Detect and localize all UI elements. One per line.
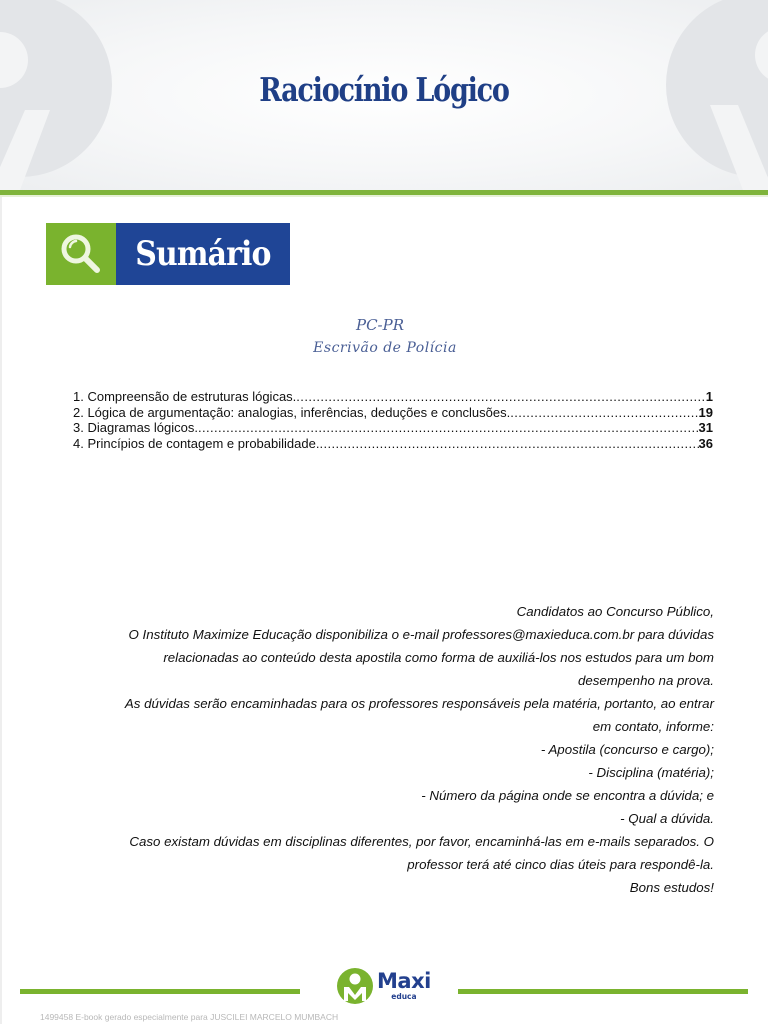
notice-line: - Qual a dúvida.	[620, 811, 714, 826]
sumario-icon-box	[46, 223, 116, 285]
logo-wordmark	[377, 971, 431, 1001]
notice-line: - Disciplina (matéria);	[588, 765, 714, 780]
notice-line: O Instituto Maximize Educação disponibiliza o e-mail professores@maxieduca.com.br para dúvidas	[128, 627, 714, 642]
toc-entry[interactable]	[73, 420, 713, 436]
toc-entry[interactable]	[73, 389, 713, 405]
logo-educa-text: educa	[391, 992, 417, 1002]
toc-entry-page: 31	[698, 420, 713, 435]
sumario-label-box	[116, 223, 290, 285]
notice-line: desempenho na prova.	[577, 673, 714, 688]
notice-line: - Apostila (concurso e cargo);	[540, 742, 714, 757]
toc-entry[interactable]	[73, 436, 713, 452]
maxi-logo-icon	[336, 967, 374, 1005]
toc-entry-title: 4. Princípios de contagem e probabilidade.	[73, 435, 320, 451]
toc-entry-title: 1. Compreensão de estruturas lógicas.	[73, 389, 297, 404]
notice-line: relacionadas ao conteúdo desta apostila como forma de auxiliá-los nos estudos para um bom	[163, 650, 714, 665]
notice-line: Bons estudos!	[629, 880, 714, 895]
sumario-badge	[46, 223, 290, 285]
toc-leader-dots	[198, 420, 699, 436]
ebook-credit: 1499458 E-book gerado especialmente para JUSCILEI MARCELO MUMBACH	[40, 1012, 339, 1022]
toc-entry-page: 1	[705, 389, 713, 404]
header-banner	[0, 0, 768, 190]
notice-line: professor terá até cinco dias úteis para respondê-la.	[407, 857, 714, 872]
magnifier-icon	[57, 230, 105, 278]
notice-line: As dúvidas serão encaminhadas para os professores responsáveis pela matéria, portanto, ao entrar	[124, 696, 714, 711]
footer-divider-right	[458, 989, 748, 994]
exam-role: Escrivão de Polícia	[313, 340, 457, 356]
table-of-contents	[73, 389, 713, 451]
notice-line: Candidatos ao Concurso Público,	[516, 604, 714, 619]
candidate-notice	[80, 600, 714, 899]
header-divider-shadow	[0, 195, 768, 197]
toc-leader-dots	[319, 436, 698, 452]
toc-entry-page: 19	[698, 404, 713, 420]
toc-leader-dots	[510, 405, 698, 421]
exam-organization: PC-PR	[355, 316, 405, 334]
logo-maxi-text: Maxi	[377, 969, 431, 994]
maxi-educa-logo	[336, 965, 436, 1007]
toc-entry-title: 2. Lógica de argumentação: analogias, inferências, deduções e conclusões.	[73, 404, 511, 420]
page-edge	[0, 197, 2, 1024]
notice-line: - Número da página onde se encontra a dúvida; e	[421, 788, 714, 803]
toc-leader-dots	[296, 389, 705, 405]
toc-entry-title: 3. Diagramas lógicos.	[73, 420, 198, 435]
toc-entry[interactable]	[73, 405, 713, 421]
toc-entry-page: 36	[698, 435, 713, 451]
footer-divider-left	[20, 989, 300, 994]
notice-line: em contato, informe:	[592, 719, 714, 734]
sumario-title: Sumário	[135, 234, 271, 274]
notice-line: Caso existam dúvidas em disciplinas diferentes, por favor, encaminhá-las em e-mails separados. O	[129, 834, 714, 849]
document-title: Raciocínio Lógico	[259, 70, 509, 109]
